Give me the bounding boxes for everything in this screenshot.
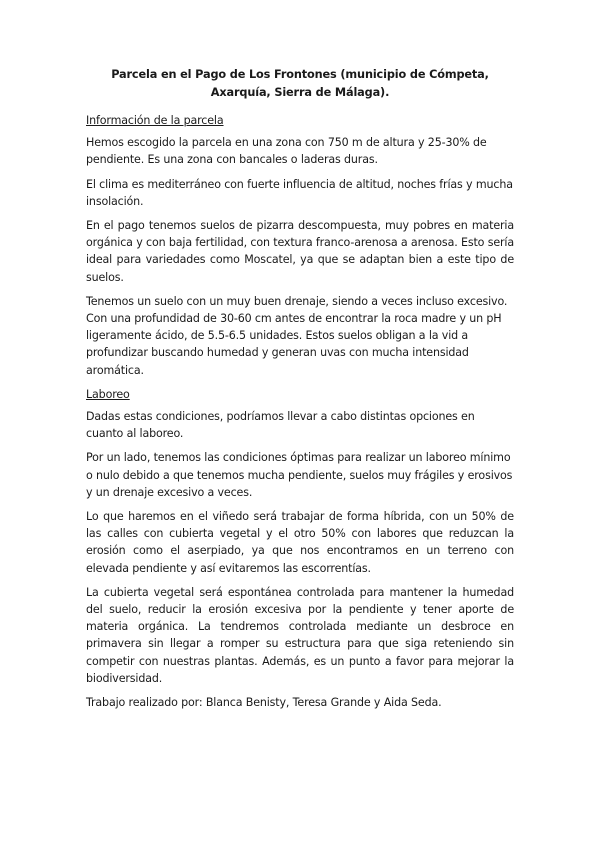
paragraph: El clima es mediterráneo con fuerte influencia de altitud, noches frías y mucha insolación.	[86, 177, 513, 208]
paragraph: Hemos escogido la parcela en una zona con 750 m de altura y 25-30% de pendiente. Es una zona con bancales o laderas duras.	[86, 136, 487, 167]
paragraph: Dadas estas condiciones, podríamos llevar a cabo distintas opciones en cuanto al laboreo.	[86, 410, 475, 441]
paragraph: Lo que haremos en el viñedo será trabajar de forma híbrida, con un 50% de las calles con cubierta vegetal y el otro 50% con labores que reduzcan la erosión como el aserpiado, ya que nos encontramos en un terreno con elevada pendiente y así evitaremos las escorrentías.	[86, 510, 514, 575]
paragraph: Por un lado, tenemos las condiciones óptimas para realizar un laboreo mínimo o nulo debido a que tenemos mucha pendiente, suelos muy frágiles y erosivos y un drenaje excesivo a veces.	[86, 451, 513, 499]
section-heading-informacion: Información de la parcela	[86, 114, 224, 127]
paragraph: La cubierta vegetal será espontánea controlada para mantener la humedad del suelo, reducir la erosión excesiva por la pendiente y tener aporte de materia orgánica. La tendremos controlada mediante un desbroce en primavera sin llegar a romper su estructura para que siga reteniendo sin competir con nuestras plantas. Además, es un punto a favor para mejorar la biodiversidad.	[86, 585, 514, 685]
document-page	[86, 66, 514, 718]
paragraph: Tenemos un suelo con un muy buen drenaje, siendo a veces incluso excesivo. Con una profundidad de 30-60 cm antes de encontrar la roca madre y un pH ligeramente ácido, de 5.5-6.5 unidades. Estos suelos obligan a la vid a profundizar buscando humedad y generan uvas con mucha intensidad aromática.	[86, 294, 508, 377]
credits: Trabajo realizado por: Blanca Benisty, Teresa Grande y Aida Seda.	[86, 696, 442, 710]
section-heading-laboreo: Laboreo	[86, 387, 130, 401]
document-title: Parcela en el Pago de Los Frontones (municipio de Cómpeta, Axarquía, Sierra de Málaga).	[111, 68, 489, 99]
paragraph: En el pago tenemos suelos de pizarra descompuesta, muy pobres en materia orgánica y con baja fertilidad, con textura franco-arenosa a arenosa. Esto sería ideal para variedades como Moscatel, ya que se adaptan bien a este tipo de suelos.	[86, 219, 514, 284]
